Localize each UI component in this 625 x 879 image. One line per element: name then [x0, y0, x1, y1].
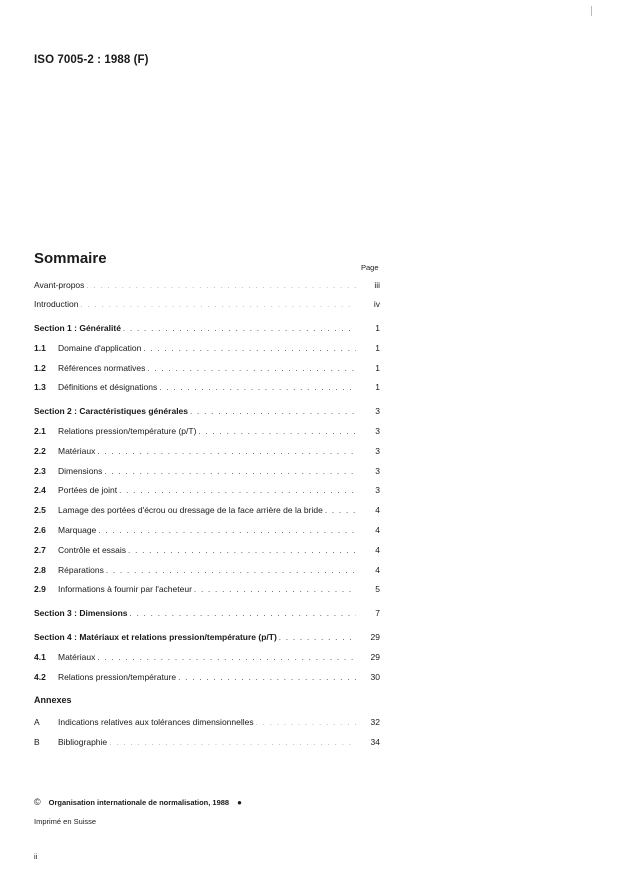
dot-leader: [143, 343, 356, 354]
margin-mark: [591, 6, 592, 16]
toc-entry-page: 3: [375, 485, 380, 495]
dot-leader: [147, 363, 356, 374]
toc-entry-number: 2.5: [34, 505, 46, 515]
toc-entry-label: Avant-propos: [34, 280, 85, 290]
page-column-label: Page: [361, 263, 379, 272]
toc-entry: [34, 503, 380, 516]
toc-entry-page: 7: [375, 608, 380, 618]
dot-leader: [190, 406, 356, 417]
toc-entry: [34, 650, 380, 663]
toc-entry-page: iii: [374, 280, 380, 290]
toc-entry: [34, 341, 380, 354]
toc-entry-number: 4.1: [34, 652, 46, 662]
toc-entry-label: Portées de joint: [58, 485, 118, 495]
dot-leader: [106, 565, 356, 576]
annex-entry: [34, 735, 380, 748]
toc-entry-label: Informations à fournir par l'acheteur: [58, 584, 192, 594]
toc-entry-label: Dimensions: [58, 466, 103, 476]
toc-entry-page: 4: [375, 505, 380, 515]
toc-entry-label: Matériaux: [58, 652, 96, 662]
toc-entry-label: Relations pression/température (p/T): [58, 426, 197, 436]
toc-entry-number: 2.3: [34, 466, 46, 476]
toc-entry-page: 29: [370, 632, 380, 642]
dot-leader: [123, 323, 356, 334]
toc-entry: [34, 630, 380, 643]
toc-entry-number: 2.9: [34, 584, 46, 594]
toc-entry-page: 5: [375, 584, 380, 594]
document-header: ISO 7005-2 : 1988 (F): [34, 54, 149, 66]
toc-entry-number: 1.1: [34, 343, 46, 353]
annex-letter: A: [34, 717, 40, 727]
dot-leader: [198, 426, 356, 437]
toc-entry-page: 30: [370, 672, 380, 682]
copyright-symbol: ©: [34, 797, 41, 807]
toc-entry: [34, 464, 380, 477]
toc-entry-label: Définitions et désignations: [58, 382, 158, 392]
toc-entry-label: Références normatives: [58, 363, 146, 373]
annex-label: Indications relatives aux tolérances dimensionnelles: [58, 717, 254, 727]
toc-entry-number: 1.2: [34, 363, 46, 373]
toc-entry-page: 3: [375, 426, 380, 436]
toc-entry: [34, 483, 380, 496]
toc-entry-page: 4: [375, 565, 380, 575]
toc-entry-label: Section 1 : Généralité: [34, 323, 121, 333]
toc-entry-page: 3: [375, 446, 380, 456]
toc-entry-label: Contrôle et essais: [58, 545, 127, 555]
toc-entry-number: 1.3: [34, 382, 46, 392]
toc-entry-number: 4.2: [34, 672, 46, 682]
toc-entry: [34, 543, 380, 556]
toc-entry: [34, 606, 380, 619]
annex-letter: B: [34, 737, 40, 747]
toc-entry-label: Section 4 : Matériaux et relations pression/température (p/T): [34, 632, 277, 642]
dot-leader: [109, 737, 356, 748]
toc-entry: [34, 297, 380, 310]
dot-leader: [104, 466, 356, 477]
toc-entry-label: Réparations: [58, 565, 104, 575]
toc-entry-label: Relations pression/température: [58, 672, 177, 682]
dot-leader: [97, 446, 356, 457]
toc-entry-number: 2.1: [34, 426, 46, 436]
toc-entry-label: Matériaux: [58, 446, 96, 456]
toc-entry-number: 2.2: [34, 446, 46, 456]
dot-leader: [325, 505, 356, 516]
toc-entry: [34, 563, 380, 576]
toc-entry-page: 1: [375, 343, 380, 353]
dot-leader: [119, 485, 356, 496]
annex-label: Bibliographie: [58, 737, 108, 747]
toc-entry-number: 2.7: [34, 545, 46, 555]
dot-leader: [130, 608, 356, 619]
toc-entry: [34, 523, 380, 536]
copyright-text: Organisation internationale de normalisation, 1988: [48, 797, 230, 807]
toc-entry: [34, 321, 380, 334]
copyright-line: [34, 797, 242, 807]
dot-leader: [86, 280, 356, 291]
toc-entry-page: 29: [370, 652, 380, 662]
toc-entry-page: 1: [375, 382, 380, 392]
annex-page: 32: [370, 717, 380, 727]
toc-entry: [34, 582, 380, 595]
toc-entry-page: 4: [375, 525, 380, 535]
page-title: Sommaire: [34, 250, 107, 267]
dot-leader: [80, 299, 356, 310]
dot-leader: [256, 717, 356, 728]
toc-entry: [34, 361, 380, 374]
toc-entry-label: Introduction: [34, 299, 79, 309]
toc-entry-number: 2.8: [34, 565, 46, 575]
dot-leader: [178, 672, 356, 683]
toc-entry: [34, 670, 380, 683]
toc-entry-label: Marquage: [58, 525, 97, 535]
toc-entry: [34, 404, 380, 417]
toc-entry-page: 1: [375, 363, 380, 373]
annex-entry: [34, 715, 380, 728]
toc-entry-number: 2.4: [34, 485, 46, 495]
toc-entry: [34, 380, 380, 393]
toc-entry-page: iv: [373, 299, 380, 309]
dot-leader: [194, 584, 356, 595]
toc-entry: [34, 278, 380, 291]
toc-entry-number: 2.6: [34, 525, 46, 535]
annex-page: 34: [370, 737, 380, 747]
toc-entry-page: 4: [375, 545, 380, 555]
dot-leader: [159, 382, 356, 393]
dot-leader: [279, 632, 356, 643]
folio-number: ii: [34, 852, 38, 861]
toc-entry: [34, 424, 380, 437]
table-of-contents: [34, 0, 380, 879]
dot-leader: [98, 525, 356, 536]
toc-entry: [34, 444, 380, 457]
dot-leader: [128, 545, 356, 556]
toc-entry-label: Section 2 : Caractéristiques générales: [34, 406, 189, 416]
bullet-icon: ●: [237, 797, 242, 807]
dot-leader: [97, 652, 356, 663]
annexes-heading: Annexes: [34, 695, 72, 705]
toc-entry-label: Domaine d'application: [58, 343, 142, 353]
toc-entry-page: 3: [375, 466, 380, 476]
toc-entry-label: Lamage des portées d'écrou ou dressage de la face arrière de la bride: [58, 505, 323, 515]
printed-in: Imprimé en Suisse: [34, 817, 97, 826]
toc-entry-label: Section 3 : Dimensions: [34, 608, 128, 618]
toc-entry-page: 1: [375, 323, 380, 333]
toc-entry-page: 3: [375, 406, 380, 416]
